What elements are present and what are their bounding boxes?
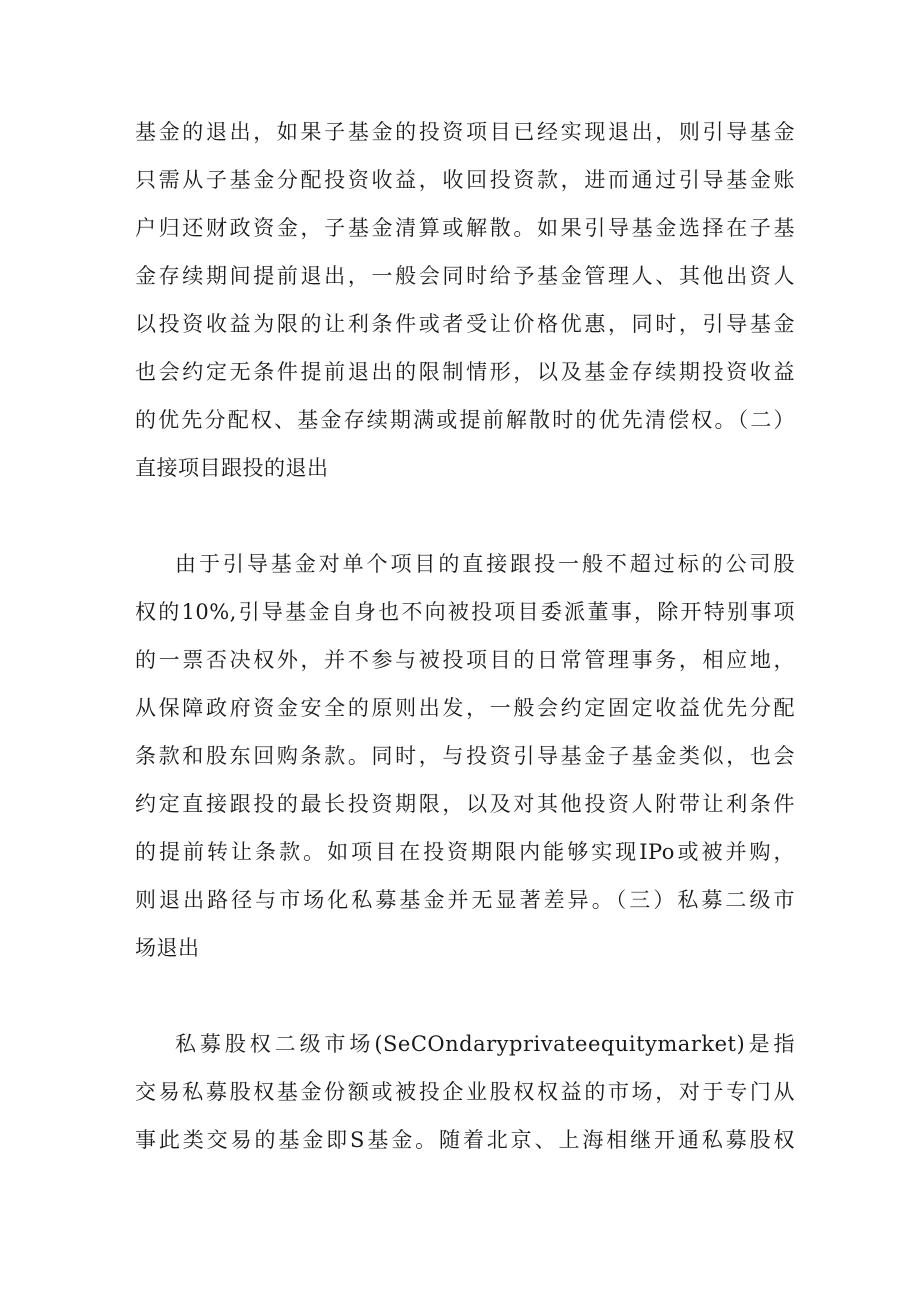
paragraph-secondary-market [135, 1020, 795, 1164]
text-line: 私募股权二级市场(SeCOndaryprivateequitymarket)是指 [175, 1032, 795, 1056]
text-line: 的优先分配权、基金存续期满或提前解散时的优先清偿权。（二） [135, 408, 795, 432]
paragraph-fund-exit [135, 108, 795, 492]
text-line: 只需从子基金分配投资收益，收回投资款，进而通过引导基金账 [135, 168, 795, 192]
text-line: 基金的退出，如果子基金的投资项目已经实现退出，则引导基金 [135, 120, 795, 144]
text-line: 的一票否决权外，并不参与被投项目的日常管理事务，相应地， [135, 648, 795, 672]
text-line: 权的10%,引导基金自身也不向被投项目委派董事，除开特别事项 [135, 600, 795, 624]
text-line: 也会约定无条件提前退出的限制情形，以及基金存续期投资收益 [135, 360, 795, 384]
text-line: 由于引导基金对单个项目的直接跟投一般不超过标的公司股 [175, 552, 795, 576]
text-line: 约定直接跟投的最长投资期限，以及对其他投资人附带让利条件 [135, 792, 795, 816]
paragraph-direct-coinvest-exit [135, 540, 795, 972]
text-line: 则退出路径与市场化私募基金并无显著差异。（三）私募二级市 [135, 888, 795, 912]
text-line: 事此类交易的基金即S基金。随着北京、上海相继开通私募股权 [135, 1128, 795, 1152]
text-line: 金存续期间提前退出，一般会同时给予基金管理人、其他出资人 [135, 264, 795, 288]
text-line: 从保障政府资金安全的原则出发，一般会约定固定收益优先分配 [135, 696, 795, 720]
text-line: 交易私募股权基金份额或被投企业股权权益的市场，对于专门从 [135, 1080, 795, 1104]
text-line: 场退出 [135, 936, 200, 960]
text-line: 的提前转让条款。如项目在投资期限内能够实现IPo或被并购， [135, 840, 795, 864]
text-line: 户归还财政资金，子基金清算或解散。如果引导基金选择在子基 [135, 216, 795, 240]
text-line: 条款和股东回购条款。同时，与投资引导基金子基金类似，也会 [135, 744, 795, 768]
text-line: 直接项目跟投的退出 [135, 456, 329, 480]
text-line: 以投资收益为限的让利条件或者受让价格优惠，同时，引导基金 [135, 312, 795, 336]
